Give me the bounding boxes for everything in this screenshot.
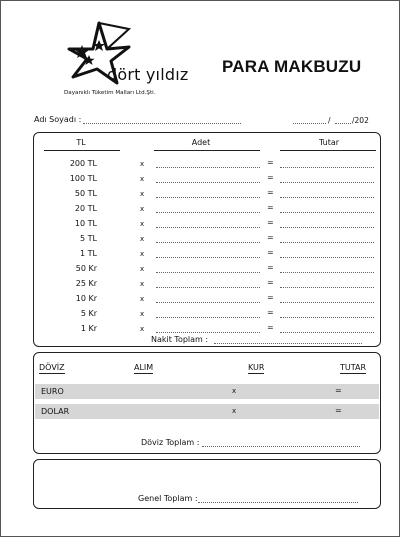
cash-row (34, 173, 380, 188)
amount-field[interactable] (280, 197, 374, 198)
date-month-field[interactable] (335, 123, 351, 124)
amount-field[interactable] (280, 257, 374, 258)
amount-field[interactable] (280, 332, 374, 333)
denomination-label: 10 Kr (75, 294, 97, 303)
denomination-label: 5 TL (80, 234, 97, 243)
multiply-sign: x (140, 250, 145, 258)
amount-field[interactable] (280, 167, 374, 168)
denomination-label: 1 TL (80, 249, 97, 258)
fx-multiply-sign: x (232, 387, 237, 395)
count-field[interactable] (156, 272, 260, 273)
multiply-sign: x (140, 295, 145, 303)
multiply-sign: x (140, 310, 145, 318)
count-field[interactable] (156, 242, 260, 243)
amount-field[interactable] (280, 302, 374, 303)
multiply-sign: x (140, 175, 145, 183)
equals-sign: = (267, 233, 274, 242)
col-head-amount: Tutar (318, 138, 340, 147)
equals-sign: = (267, 158, 274, 167)
amount-field[interactable] (280, 182, 374, 183)
amount-field[interactable] (280, 242, 374, 243)
grand-total-field[interactable] (198, 502, 358, 503)
name-field[interactable] (83, 123, 241, 124)
count-field[interactable] (156, 182, 260, 183)
name-label: Adı Soyadı : (34, 115, 82, 124)
equals-sign: = (267, 293, 274, 302)
date-year: /202 (352, 116, 369, 125)
grand-total-box (33, 459, 381, 509)
cash-row (34, 218, 380, 233)
multiply-sign: x (140, 160, 145, 168)
fx-head-buy: ALIM (134, 363, 154, 372)
count-field[interactable] (156, 332, 260, 333)
page-title: PARA MAKBUZU (222, 57, 362, 76)
count-field[interactable] (156, 302, 260, 303)
cash-row (34, 263, 380, 278)
company-tagline: Dayanıklı Tüketim Malları Ltd.Şti. (64, 90, 156, 96)
equals-sign: = (267, 323, 274, 332)
multiply-sign: x (140, 220, 145, 228)
count-field[interactable] (156, 167, 260, 168)
cash-row (34, 248, 380, 263)
cash-row (34, 293, 380, 308)
equals-sign: = (267, 248, 274, 257)
multiply-sign: x (140, 190, 145, 198)
denomination-label: 20 TL (74, 204, 97, 213)
fx-head-rate: KUR (248, 363, 265, 372)
head-line-denomination (44, 150, 120, 151)
multiply-sign: x (140, 265, 145, 273)
equals-sign: = (267, 203, 274, 212)
count-field[interactable] (156, 212, 260, 213)
amount-field[interactable] (280, 287, 374, 288)
cash-row (34, 188, 380, 203)
fx-multiply-sign: x (232, 407, 237, 415)
cash-box (33, 132, 381, 347)
fx-currency-dollar: DOLAR (41, 407, 70, 416)
cash-row (34, 203, 380, 218)
col-head-count: Adet (191, 138, 211, 147)
count-field[interactable] (156, 197, 260, 198)
cash-row (34, 158, 380, 173)
fx-head-currency: DÖVİZ (39, 363, 65, 372)
equals-sign: = (267, 188, 274, 197)
date-day-field[interactable] (293, 123, 326, 124)
amount-field[interactable] (280, 272, 374, 273)
equals-sign: = (267, 218, 274, 227)
grand-total-label: Genel Toplam : (138, 494, 198, 503)
denomination-label: 25 Kr (75, 279, 97, 288)
equals-sign: = (267, 173, 274, 182)
denomination-label: 10 TL (74, 219, 97, 228)
equals-sign: = (267, 308, 274, 317)
cash-total-label: Nakit Toplam : (151, 335, 209, 344)
amount-field[interactable] (280, 212, 374, 213)
fx-box (33, 352, 381, 454)
amount-field[interactable] (280, 227, 374, 228)
denomination-label: 200 TL (69, 159, 97, 168)
brand-name: dört yıldız (107, 65, 189, 84)
cash-row (34, 278, 380, 293)
company-logo (59, 19, 209, 105)
fx-head-amount: TUTAR (340, 363, 367, 372)
cash-row (34, 233, 380, 248)
equals-sign: = (267, 263, 274, 272)
denomination-label: 50 TL (74, 189, 97, 198)
denomination-label: 1 Kr (80, 324, 97, 333)
equals-sign: = (267, 278, 274, 287)
multiply-sign: x (140, 280, 145, 288)
cash-total-field[interactable] (214, 343, 362, 344)
col-head-denomination: TL (76, 138, 86, 147)
multiply-sign: x (140, 205, 145, 213)
fx-row-dollar (35, 404, 379, 419)
multiply-sign: x (140, 235, 145, 243)
fx-total-field[interactable] (202, 446, 360, 447)
count-field[interactable] (156, 287, 260, 288)
count-field[interactable] (156, 317, 260, 318)
fx-row-euro (35, 384, 379, 399)
multiply-sign: x (140, 325, 145, 333)
head-line-amount (280, 150, 376, 151)
denomination-label: 50 Kr (75, 264, 97, 273)
amount-field[interactable] (280, 317, 374, 318)
cash-row (34, 308, 380, 323)
denomination-label: 100 TL (69, 174, 97, 183)
head-line-count (154, 150, 260, 151)
count-field[interactable] (156, 227, 260, 228)
fx-total-label: Döviz Toplam : (141, 438, 200, 447)
fx-equals-sign: = (335, 386, 342, 395)
fx-currency-euro: EURO (41, 387, 64, 396)
date-separator: / (328, 116, 331, 125)
count-field[interactable] (156, 257, 260, 258)
denomination-label: 5 Kr (80, 309, 97, 318)
fx-equals-sign: = (335, 406, 342, 415)
